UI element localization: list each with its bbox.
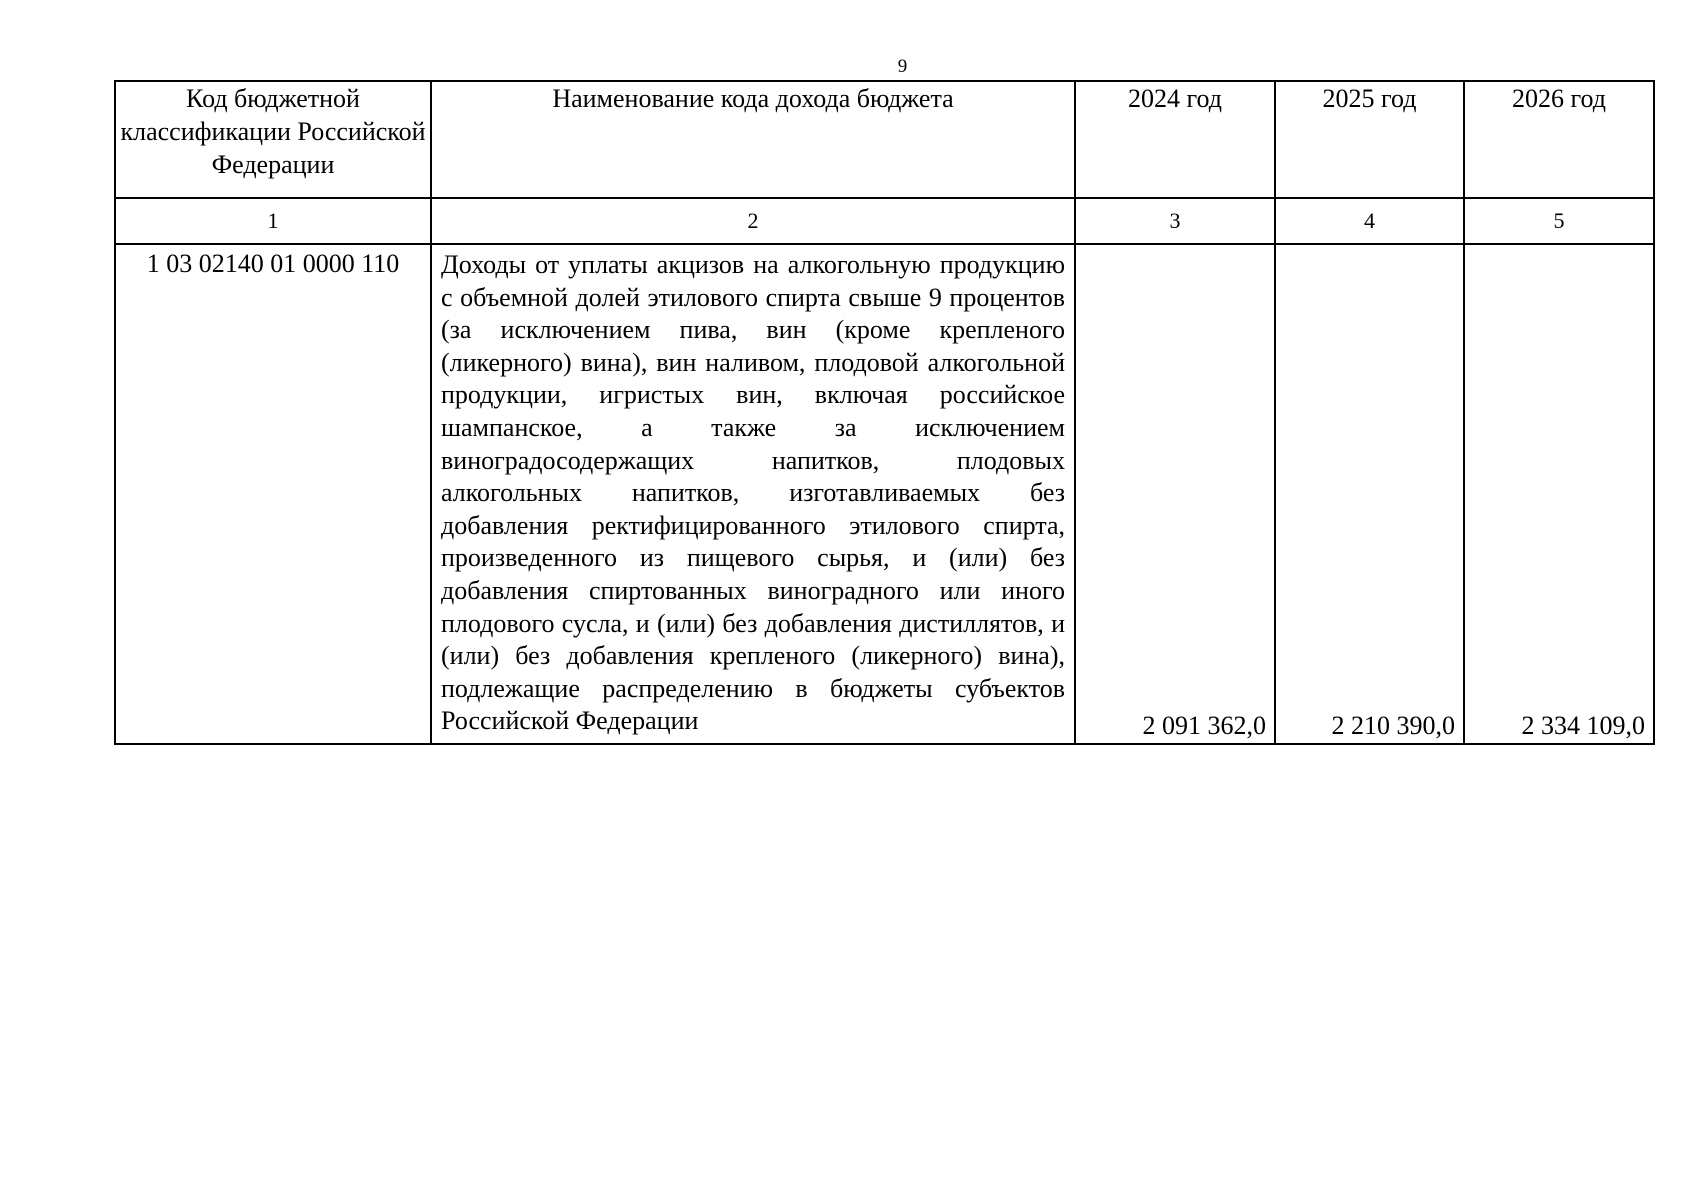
page-number: 9 (897, 56, 908, 77)
column-number-row (115, 198, 1654, 244)
column-number: 2 (431, 198, 1075, 244)
column-number: 4 (1275, 198, 1464, 244)
header-year-2024: 2024 год (1075, 81, 1275, 198)
revenue-name-cell: Доходы от уплаты акцизов на алкогольную продукцию с объемной долей этилового спирта свыше 9 процентов (за исключением пива, вин (кроме крепленого (ликерного) вина), вин наливом, плодовой алкогольной продукции, игристых вин, включая российское шампанское, а также за исключением виноградосодержащих напитков, плодовых алкогольных напитков, изготавливаемых без добавления ректифицированного этилового спирта, произведенного из пищевого сырья, и (или) без добавления спиртованных виноградного или иного плодового сусла, и (или) без добавления дистиллятов, и (или) без добавления крепленого (ликерного) вина), подлежащие распределению в бюджеты субъектов Российской Федерации (431, 244, 1075, 744)
column-number: 1 (115, 198, 431, 244)
table-header-row (115, 81, 1654, 198)
header-year-2026: 2026 год (1464, 81, 1654, 198)
header-budget-code: Код бюджетной классификации Российской Федерации (115, 81, 431, 198)
table-row (115, 244, 1654, 744)
column-number: 5 (1464, 198, 1654, 244)
column-number: 3 (1075, 198, 1275, 244)
value-2024-cell: 2 091 362,0 (1075, 244, 1275, 744)
header-year-2025: 2025 год (1275, 81, 1464, 198)
value-2025-cell: 2 210 390,0 (1275, 244, 1464, 744)
value-2026-cell: 2 334 109,0 (1464, 244, 1654, 744)
budget-revenue-table (114, 80, 1655, 745)
header-revenue-name: Наименование кода дохода бюджета (431, 81, 1075, 198)
budget-code-cell: 1 03 02140 01 0000 110 (115, 244, 431, 744)
